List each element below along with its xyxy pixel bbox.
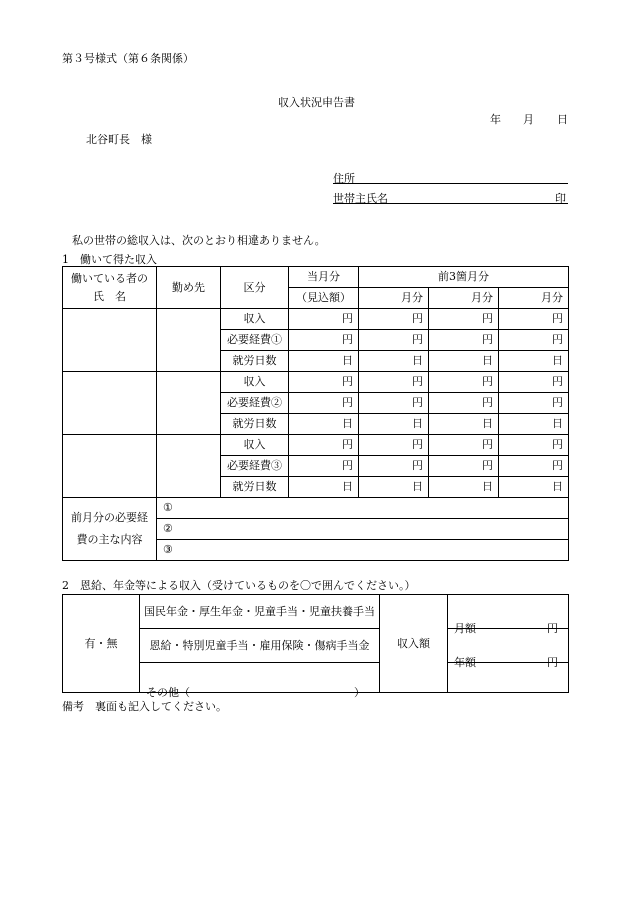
row-label: 就労日数 (221, 351, 289, 372)
days-cell[interactable]: 日 (499, 351, 569, 372)
form-number: 第３号様式（第６条関係） (62, 52, 194, 65)
days-cell[interactable]: 日 (359, 414, 429, 435)
addressee: 北谷町長 様 (86, 133, 152, 146)
row-label: 就労日数 (221, 414, 289, 435)
has-none-selector[interactable]: 有・無 (63, 595, 140, 693)
other-close: ） (354, 685, 365, 699)
amount-cell[interactable]: 円 (429, 309, 499, 330)
row-label: 必要経費① (221, 330, 289, 351)
header-employer: 勤め先 (157, 267, 221, 309)
expense-detail-2[interactable]: ② (157, 519, 569, 540)
monthly-yen: 円 (547, 621, 558, 635)
expense-detail-3[interactable]: ③ (157, 540, 569, 561)
amount-cell[interactable]: 円 (289, 393, 359, 414)
header-category: 区分 (221, 267, 289, 309)
amount-cell[interactable]: 円 (289, 372, 359, 393)
amount-cell[interactable]: 円 (499, 309, 569, 330)
amount-cell[interactable]: 円 (429, 330, 499, 351)
amount-cell[interactable]: 円 (359, 372, 429, 393)
header-worker-name: 働いている者の 氏 名 (63, 267, 157, 309)
table-row (63, 309, 569, 330)
address-label: 住所 (333, 172, 355, 185)
days-cell[interactable]: 日 (429, 477, 499, 498)
row-label: 就労日数 (221, 477, 289, 498)
worker-name-cell[interactable] (63, 309, 157, 372)
date-day: 日 (557, 113, 568, 126)
table-row (63, 498, 569, 519)
amount-cell[interactable]: 円 (429, 435, 499, 456)
row-label: 収入 (221, 309, 289, 330)
employer-cell[interactable] (157, 435, 221, 498)
table-row (63, 372, 569, 393)
amount-cell[interactable]: 円 (499, 393, 569, 414)
days-cell[interactable]: 日 (429, 351, 499, 372)
amount-cell[interactable]: 円 (359, 393, 429, 414)
householder-name-label: 世帯主氏名 (333, 192, 388, 205)
other-open: その他（ (146, 685, 190, 699)
section2-heading: 2 恩給、年金等による収入（受けているものを〇で囲んでください。） (62, 579, 416, 592)
pension-other-field[interactable] (140, 663, 380, 699)
days-cell[interactable]: 日 (499, 414, 569, 435)
header-prev3: 前3箇月分 (359, 267, 569, 288)
row-label: 必要経費③ (221, 456, 289, 477)
table-row (63, 435, 569, 456)
monthly-label: 月額 (454, 621, 476, 635)
income-amount-label: 収入額 (380, 595, 448, 693)
employer-cell[interactable] (157, 309, 221, 372)
note-text: 備考 裏面も記入してください。 (62, 700, 227, 713)
days-cell[interactable]: 日 (359, 351, 429, 372)
amount-cell[interactable]: 円 (359, 309, 429, 330)
days-cell[interactable]: 日 (289, 351, 359, 372)
date-year: 年 (490, 113, 501, 126)
header-current-month-estimate: （見込額） (289, 288, 359, 309)
amount-cell[interactable]: 円 (289, 309, 359, 330)
amount-cell[interactable]: 円 (429, 372, 499, 393)
pension-type-row2[interactable]: 恩給・特別児童手当・雇用保険・傷病手当金 (140, 629, 380, 663)
row-label: 収入 (221, 435, 289, 456)
amount-cell[interactable]: 円 (359, 435, 429, 456)
amount-cell[interactable]: 円 (499, 456, 569, 477)
section1-heading: 1 働いて得た収入 (62, 253, 157, 266)
amount-cell[interactable]: 円 (359, 456, 429, 477)
amount-cell[interactable]: 円 (289, 435, 359, 456)
amount-cell[interactable]: 円 (499, 330, 569, 351)
days-cell[interactable]: 日 (289, 477, 359, 498)
days-cell[interactable]: 日 (359, 477, 429, 498)
amount-cell[interactable]: 円 (359, 330, 429, 351)
monthly-amount-cell[interactable] (448, 595, 569, 635)
days-cell[interactable]: 日 (499, 477, 569, 498)
seal-mark: 印 (555, 192, 566, 205)
days-cell[interactable]: 日 (429, 414, 499, 435)
householder-name-field[interactable] (333, 203, 568, 204)
yearly-amount-cell[interactable] (448, 629, 569, 669)
amount-cell[interactable]: 円 (499, 372, 569, 393)
date-month: 月 (523, 113, 534, 126)
header-current-month: 当月分 (289, 267, 359, 288)
days-cell[interactable]: 日 (289, 414, 359, 435)
row-label: 必要経費② (221, 393, 289, 414)
header-month-2[interactable]: 月分 (429, 288, 499, 309)
page-title: 収入状況申告書 (278, 96, 355, 109)
yearly-yen: 円 (547, 655, 558, 669)
pension-income-table (62, 594, 569, 699)
yearly-label: 年額 (454, 655, 476, 669)
declaration-text: 私の世帯の総収入は、次のとおり相違ありません。 (72, 234, 326, 247)
address-field[interactable] (333, 183, 568, 184)
header-month-1[interactable]: 月分 (359, 288, 429, 309)
worker-name-cell[interactable] (63, 435, 157, 498)
pension-type-row1[interactable]: 国民年金・厚生年金・児童手当・児童扶養手当 (140, 595, 380, 629)
worker-name-cell[interactable] (63, 372, 157, 435)
amount-cell[interactable]: 円 (289, 330, 359, 351)
amount-cell[interactable]: 円 (289, 456, 359, 477)
expense-details-label: 前月分の必要経 費の主な内容 (63, 498, 157, 561)
earned-income-table (62, 266, 569, 561)
header-month-3[interactable]: 月分 (499, 288, 569, 309)
expense-detail-1[interactable]: ① (157, 498, 569, 519)
employer-cell[interactable] (157, 372, 221, 435)
amount-cell[interactable]: 円 (499, 435, 569, 456)
amount-cell[interactable]: 円 (429, 456, 499, 477)
row-label: 収入 (221, 372, 289, 393)
amount-cell[interactable]: 円 (429, 393, 499, 414)
